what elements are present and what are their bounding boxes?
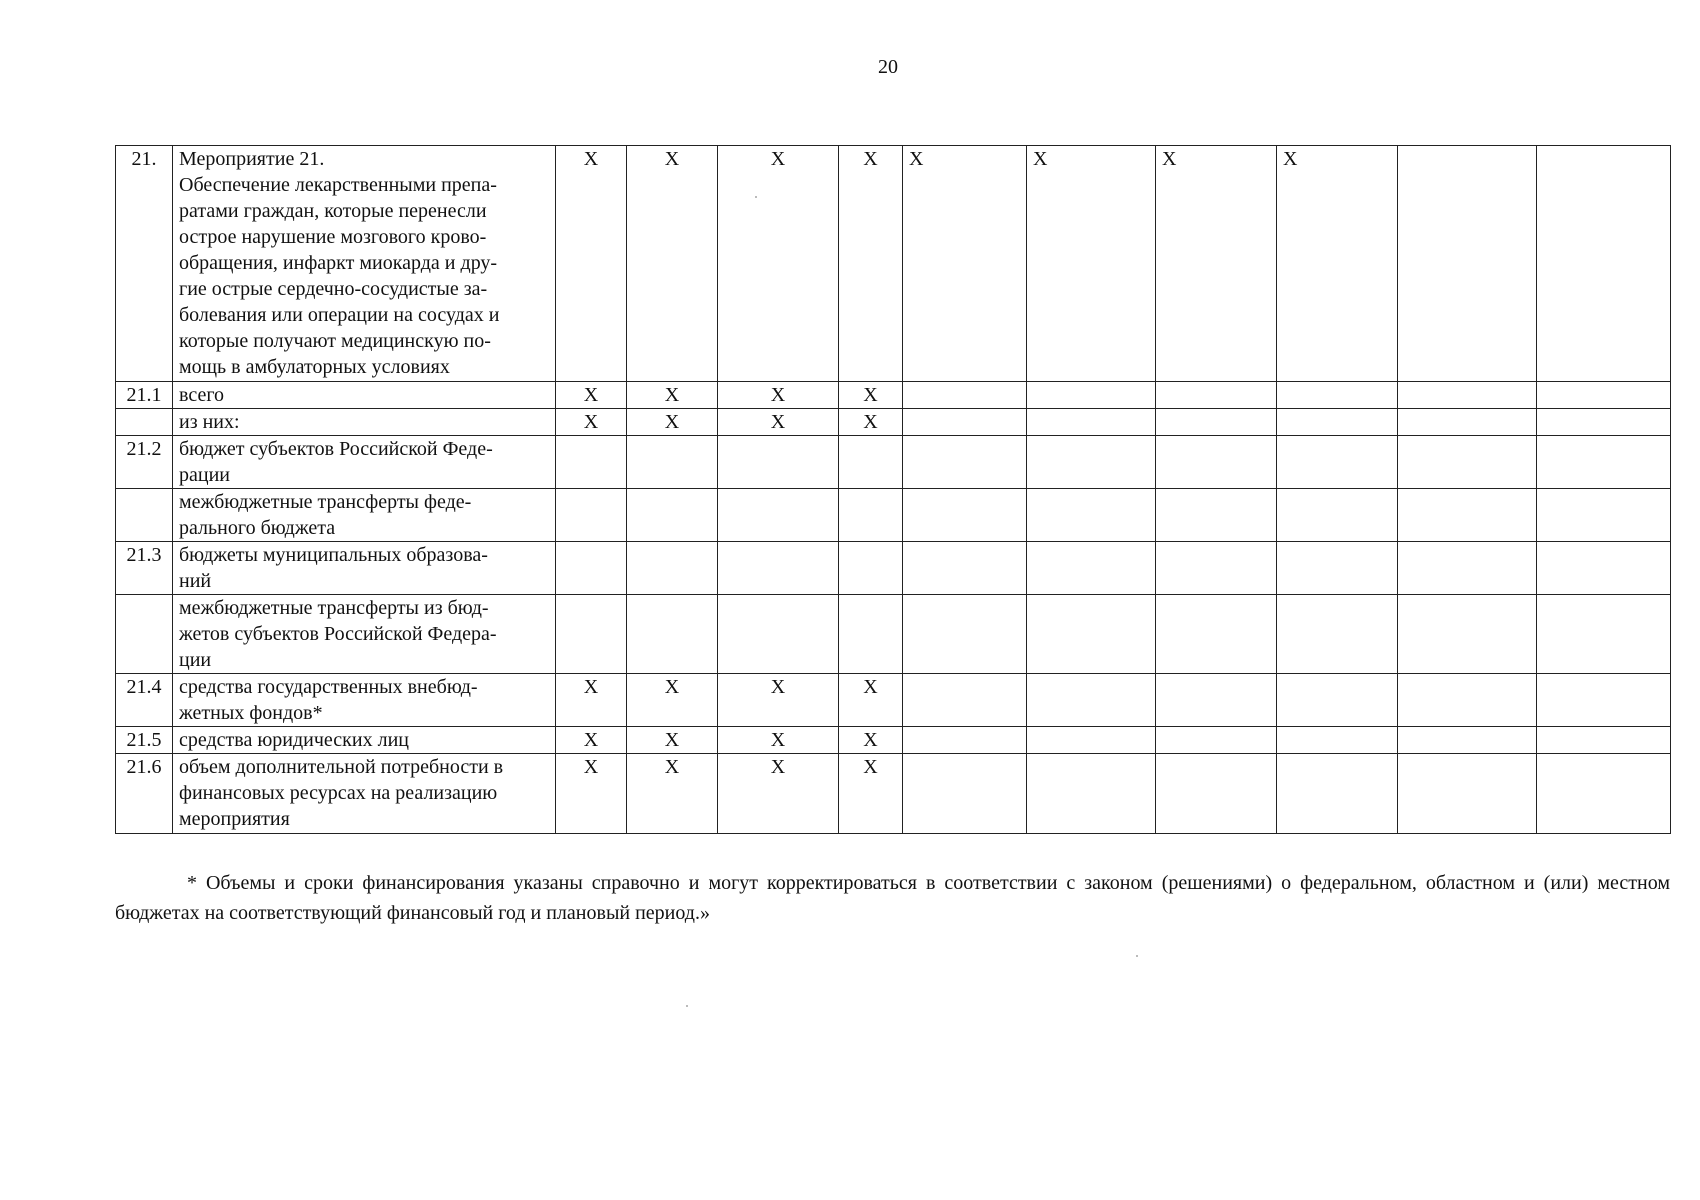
- row-description: [173, 674, 556, 727]
- value-cell: [556, 542, 627, 595]
- value-cell: Х: [839, 727, 903, 754]
- value-cell: Х: [556, 382, 627, 409]
- value-cell: [1398, 436, 1537, 489]
- value-cell: [903, 382, 1027, 409]
- value-cell: [1398, 674, 1537, 727]
- value-cell: [1537, 489, 1671, 542]
- value-cell: [1027, 754, 1156, 834]
- description-line: межбюджетные трансферты из бюд-: [179, 597, 489, 619]
- value-cell: [1537, 754, 1671, 834]
- value-cell: [1156, 727, 1277, 754]
- value-cell: [839, 436, 903, 489]
- scan-speck: [686, 1005, 688, 1007]
- description-line: рации: [179, 464, 230, 486]
- value-cell: [1027, 382, 1156, 409]
- value-cell: [1156, 595, 1277, 674]
- value-cell: [556, 595, 627, 674]
- table-row: [116, 754, 1671, 834]
- value-cell: [627, 542, 718, 595]
- value-cell: [1027, 595, 1156, 674]
- value-cell: [1537, 409, 1671, 436]
- value-cell: [1398, 146, 1537, 382]
- description-line: мощь в амбулаторных условиях: [179, 356, 450, 378]
- row-number: 21.1: [116, 382, 173, 409]
- description-line: межбюджетные трансферты феде-: [179, 491, 472, 513]
- value-cell: Х: [556, 727, 627, 754]
- description-line: жетных фондов*: [179, 702, 323, 724]
- description-line: острое нарушение мозгового крово-: [179, 226, 487, 248]
- value-cell: [903, 674, 1027, 727]
- value-cell: [839, 542, 903, 595]
- table-row: [116, 674, 1671, 727]
- table-row: [116, 436, 1671, 489]
- value-cell: Х: [627, 382, 718, 409]
- value-cell: Х: [839, 382, 903, 409]
- footnote: * Объемы и сроки финансирования указаны справочно и могут корректироваться в соответствии с законом (решениями) о федеральном, областном и (или) местном бюджетах на соответствующий финансовый год и плановый период.»: [115, 872, 1670, 924]
- value-cell: [1537, 674, 1671, 727]
- value-cell: Х: [627, 727, 718, 754]
- financing-table: [115, 145, 1671, 834]
- description-line: из них:: [179, 411, 240, 433]
- value-cell: Х: [718, 754, 839, 834]
- value-cell: [903, 409, 1027, 436]
- description-line: ратами граждан, которые перенесли: [179, 200, 487, 222]
- value-cell: Х: [556, 754, 627, 834]
- value-cell: [1537, 146, 1671, 382]
- value-cell: [1398, 382, 1537, 409]
- value-cell: [1277, 542, 1398, 595]
- value-cell: Х: [839, 674, 903, 727]
- description-line: обращения, инфаркт миокарда и дру-: [179, 252, 498, 274]
- description-line: ции: [179, 649, 212, 671]
- value-cell: [903, 489, 1027, 542]
- value-cell: Х: [1277, 146, 1398, 382]
- value-cell: Х: [556, 409, 627, 436]
- value-cell: [1398, 595, 1537, 674]
- value-cell: [1398, 489, 1537, 542]
- table-row: [116, 382, 1671, 409]
- value-cell: Х: [627, 674, 718, 727]
- value-cell: Х: [718, 146, 839, 382]
- row-description: [173, 595, 556, 674]
- description-line: финансовых ресурсах на реализацию: [179, 782, 498, 804]
- value-cell: [627, 436, 718, 489]
- value-cell: [839, 489, 903, 542]
- value-cell: [1027, 409, 1156, 436]
- value-cell: [627, 489, 718, 542]
- value-cell: [1156, 489, 1277, 542]
- value-cell: [1537, 382, 1671, 409]
- value-cell: [1156, 542, 1277, 595]
- description-line: рального бюджета: [179, 517, 336, 539]
- value-cell: [556, 489, 627, 542]
- value-cell: [1398, 409, 1537, 436]
- value-cell: [1156, 436, 1277, 489]
- value-cell: Х: [839, 146, 903, 382]
- table-row: [116, 727, 1671, 754]
- row-description: [173, 489, 556, 542]
- row-number: 21.4: [116, 674, 173, 727]
- row-description: [173, 409, 556, 436]
- description-line: ний: [179, 570, 212, 592]
- value-cell: [903, 754, 1027, 834]
- value-cell: Х: [627, 754, 718, 834]
- value-cell: Х: [839, 754, 903, 834]
- value-cell: [1156, 674, 1277, 727]
- value-cell: [1398, 727, 1537, 754]
- value-cell: [1156, 754, 1277, 834]
- value-cell: Х: [718, 382, 839, 409]
- row-description: [173, 754, 556, 834]
- description-line: гие острые сердечно-сосудистые за-: [179, 278, 488, 300]
- value-cell: [1277, 436, 1398, 489]
- description-line: объем дополнительной потребности в: [179, 756, 504, 778]
- table-row: [116, 409, 1671, 436]
- value-cell: [1027, 674, 1156, 727]
- description-line: средства юридических лиц: [179, 729, 409, 751]
- description-line: бюджеты муниципальных образова-: [179, 544, 488, 566]
- value-cell: [1027, 727, 1156, 754]
- value-cell: [1537, 595, 1671, 674]
- value-cell: [1537, 436, 1671, 489]
- row-description: [173, 727, 556, 754]
- row-description: [173, 436, 556, 489]
- value-cell: [556, 436, 627, 489]
- description-line: всего: [179, 384, 225, 406]
- value-cell: [903, 727, 1027, 754]
- table-row: [116, 542, 1671, 595]
- value-cell: [1027, 436, 1156, 489]
- value-cell: [1277, 595, 1398, 674]
- value-cell: [1277, 754, 1398, 834]
- description-line: средства государственных внебюд-: [179, 676, 478, 698]
- value-cell: Х: [718, 727, 839, 754]
- row-number: 21.5: [116, 727, 173, 754]
- row-number: 21.: [116, 146, 173, 382]
- value-cell: [1027, 542, 1156, 595]
- value-cell: [1277, 409, 1398, 436]
- value-cell: [1156, 382, 1277, 409]
- value-cell: [1027, 489, 1156, 542]
- value-cell: [1277, 382, 1398, 409]
- value-cell: [1398, 542, 1537, 595]
- row-number: [116, 409, 173, 436]
- value-cell: [1277, 674, 1398, 727]
- value-cell: [1398, 754, 1537, 834]
- scan-speck: [1136, 955, 1138, 957]
- value-cell: Х: [718, 674, 839, 727]
- description-line: Мероприятие 21.: [179, 148, 325, 170]
- table-row: [116, 146, 1671, 382]
- table-row: [116, 595, 1671, 674]
- value-cell: Х: [556, 674, 627, 727]
- description-line: которые получают медицинскую по-: [179, 330, 491, 352]
- description-line: жетов субъектов Российской Федера-: [179, 623, 497, 645]
- value-cell: Х: [556, 146, 627, 382]
- value-cell: Х: [627, 409, 718, 436]
- value-cell: [839, 595, 903, 674]
- value-cell: [718, 489, 839, 542]
- description-line: Обеспечение лекарственными препа-: [179, 174, 497, 196]
- row-number: [116, 489, 173, 542]
- value-cell: [1277, 489, 1398, 542]
- row-description: [173, 542, 556, 595]
- value-cell: Х: [1027, 146, 1156, 382]
- value-cell: [1277, 727, 1398, 754]
- value-cell: [718, 595, 839, 674]
- page-number: 20: [878, 56, 898, 78]
- value-cell: [903, 595, 1027, 674]
- table-row: [116, 489, 1671, 542]
- value-cell: Х: [627, 146, 718, 382]
- row-number: [116, 595, 173, 674]
- value-cell: [627, 595, 718, 674]
- row-number: 21.3: [116, 542, 173, 595]
- row-number: 21.2: [116, 436, 173, 489]
- value-cell: [718, 436, 839, 489]
- row-description: [173, 146, 556, 382]
- value-cell: [903, 436, 1027, 489]
- value-cell: Х: [718, 409, 839, 436]
- row-number: 21.6: [116, 754, 173, 834]
- table-body: [116, 146, 1671, 834]
- value-cell: [1537, 727, 1671, 754]
- description-line: мероприятия: [179, 808, 290, 830]
- value-cell: [1537, 542, 1671, 595]
- value-cell: [903, 542, 1027, 595]
- description-line: болевания или операции на сосудах и: [179, 304, 500, 326]
- description-line: бюджет субъектов Российской Феде-: [179, 438, 493, 460]
- value-cell: Х: [839, 409, 903, 436]
- value-cell: [1156, 409, 1277, 436]
- value-cell: Х: [1156, 146, 1277, 382]
- value-cell: [718, 542, 839, 595]
- scan-speck: [755, 196, 757, 198]
- value-cell: Х: [903, 146, 1027, 382]
- row-description: [173, 382, 556, 409]
